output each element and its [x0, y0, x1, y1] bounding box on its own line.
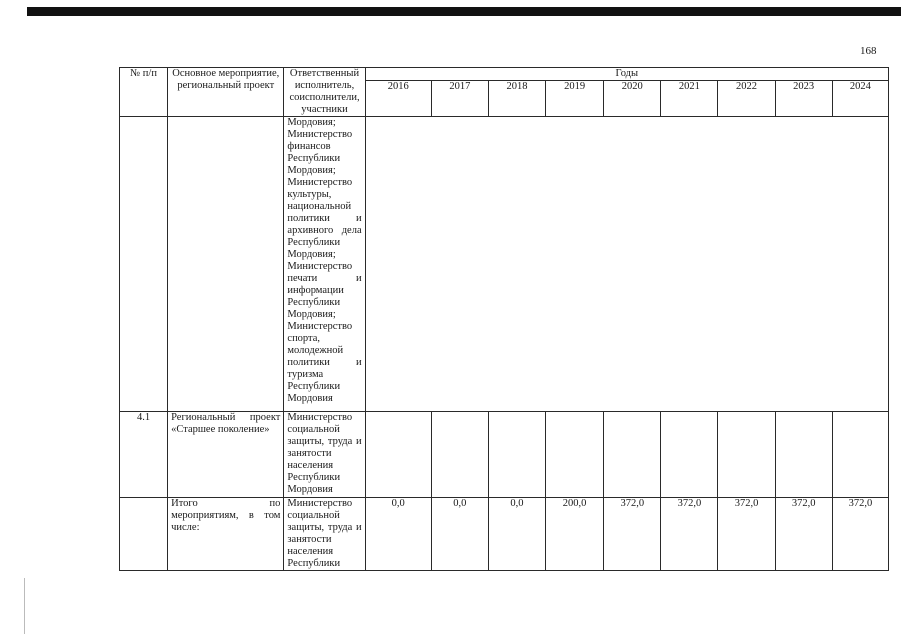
page-number: 168 [860, 45, 877, 57]
cell-value: 200,0 [546, 498, 604, 571]
cell-value [546, 412, 604, 498]
header-year: 2022 [718, 81, 775, 117]
cell-num: 4.1 [120, 412, 168, 498]
table-row-4-1 [120, 412, 889, 498]
cell-responsible: Министерство социальной защиты, труда и занятости населения Республики Мордовия [284, 412, 365, 498]
header-year: 2021 [661, 81, 718, 117]
budget-table [119, 67, 889, 571]
cell-responsible: Мордовия; Министерство финансов Республики Мордовия; Министерство культуры, национальной политики и архивного дела Республики Мордовия; Министерство печати и информации Республики Мордовия; Министерство спорта, молодежной политики и туризма Республики Мордовия [284, 117, 365, 412]
cell-value [431, 412, 488, 498]
header-year: 2017 [431, 81, 488, 117]
cell-value: 0,0 [431, 498, 488, 571]
scan-edge-mark [24, 578, 25, 634]
cell-value: 372,0 [604, 498, 661, 571]
header-num: № п/п [120, 68, 168, 117]
cell-merged-values [365, 117, 888, 412]
cell-value: 0,0 [488, 498, 545, 571]
header-activity: Основное мероприятие, региональный проект [168, 68, 284, 117]
header-year: 2023 [775, 81, 832, 117]
cell-value [604, 412, 661, 498]
header-years-group: Годы [365, 68, 888, 81]
cell-value [365, 412, 431, 498]
cell-value [488, 412, 545, 498]
cell-value [832, 412, 888, 498]
table-row-total [120, 498, 889, 571]
cell-value: 372,0 [832, 498, 888, 571]
header-row-1 [120, 68, 889, 81]
table-row-continuation [120, 117, 889, 412]
header-year: 2016 [365, 81, 431, 117]
scan-top-border [27, 7, 901, 16]
header-year: 2018 [488, 81, 545, 117]
cell-value [718, 412, 775, 498]
cell-activity: Региональный проект «Старшее поколение» [168, 412, 284, 498]
cell-value: 372,0 [775, 498, 832, 571]
header-year: 2020 [604, 81, 661, 117]
cell-num [120, 498, 168, 571]
header-responsible: Ответственный исполнитель, соисполнители, участники [284, 68, 365, 117]
cell-value [775, 412, 832, 498]
cell-num [120, 117, 168, 412]
cell-activity [168, 117, 284, 412]
header-year: 2024 [832, 81, 888, 117]
cell-activity: Итого по мероприятиям, в том числе: [168, 498, 284, 571]
cell-value [661, 412, 718, 498]
header-year: 2019 [546, 81, 604, 117]
cell-value: 0,0 [365, 498, 431, 571]
cell-value: 372,0 [718, 498, 775, 571]
cell-responsible: Министерство социальной защиты, труда и занятости населения Республики [284, 498, 365, 571]
cell-value: 372,0 [661, 498, 718, 571]
